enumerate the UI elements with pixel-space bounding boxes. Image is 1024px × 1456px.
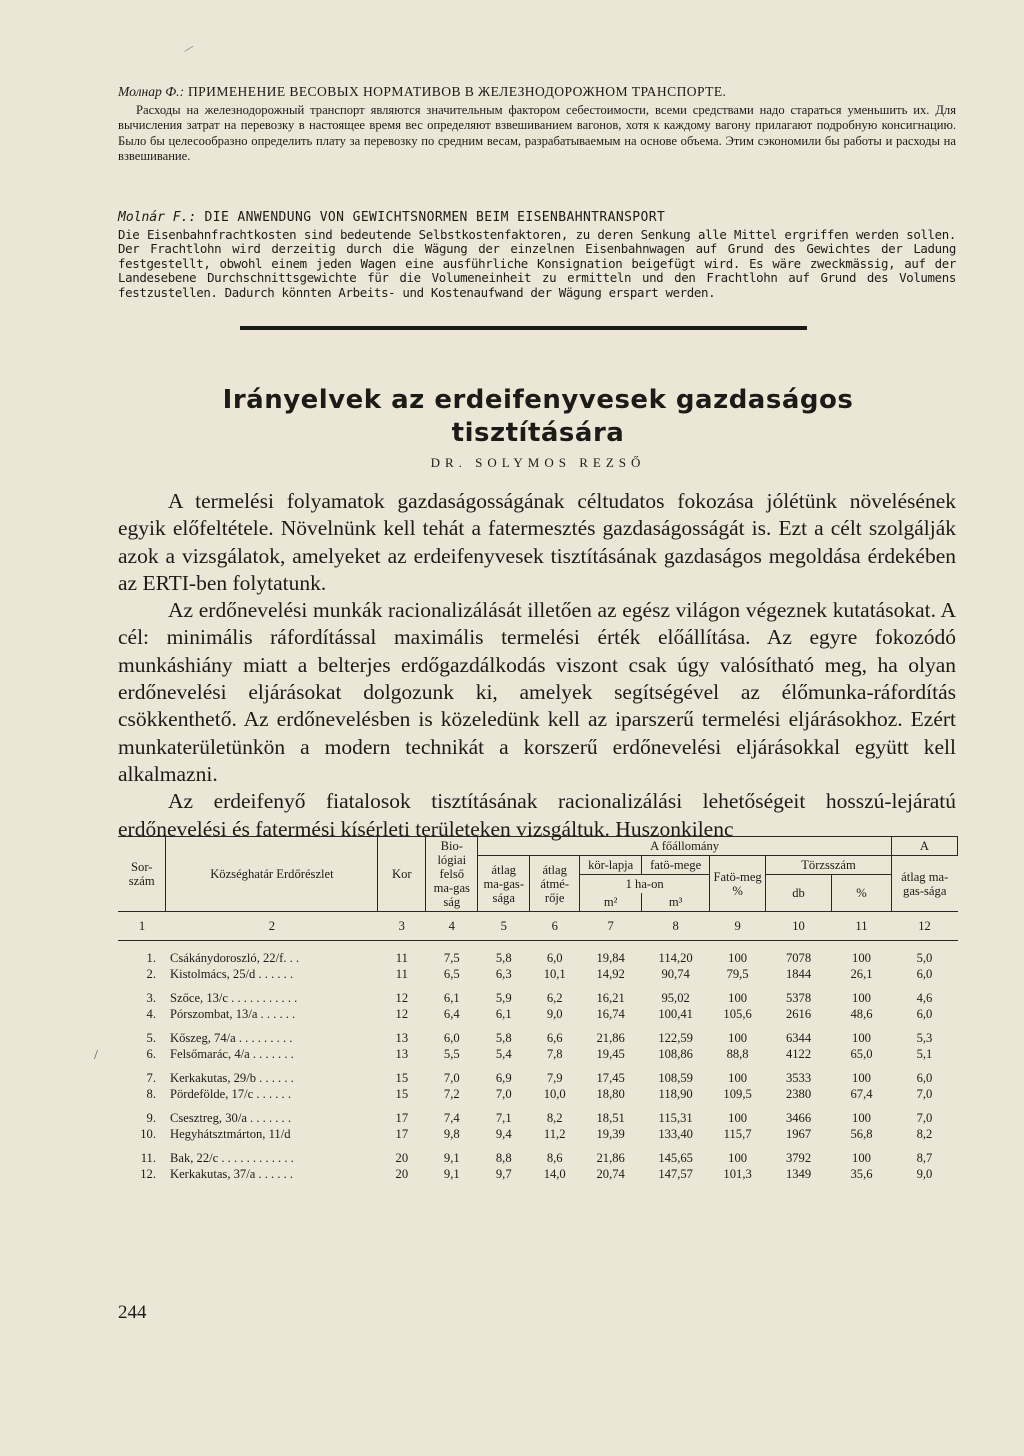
- table-cell: 100: [852, 1031, 871, 1045]
- table-cell: 5378: [785, 991, 812, 1005]
- header-fatomeg-pct: Fatö-meg %: [710, 856, 766, 912]
- table-cell: 6,0: [916, 967, 933, 981]
- table-row: [118, 1063, 958, 1087]
- column-number: 12: [891, 912, 957, 941]
- table-cell: 7,0: [916, 1087, 933, 1101]
- table-cell: 100: [728, 1071, 748, 1085]
- header-db: db: [766, 875, 832, 912]
- column-number: 10: [766, 912, 832, 941]
- table-cell: 100: [728, 1111, 748, 1125]
- table-cell: 7,2: [443, 1087, 460, 1101]
- table-cell: 118,90: [658, 1087, 693, 1101]
- table-cell: 9,7: [495, 1167, 512, 1181]
- table-cell: 7,5: [443, 951, 460, 965]
- table-cell: 147,57: [658, 1167, 693, 1181]
- table-cell: 3533: [785, 1071, 812, 1085]
- table-cell: 7,4: [443, 1111, 460, 1125]
- table-cell: Csesztreg, 30/a . . . . . . .: [169, 1111, 291, 1125]
- table-row: [118, 1087, 958, 1103]
- table-cell: 100: [852, 991, 871, 1005]
- table-cell: 79,5: [726, 967, 749, 981]
- abstract-russian: [118, 84, 956, 164]
- table-cell: 6344: [785, 1031, 812, 1045]
- table-cell: 8.: [146, 1087, 156, 1101]
- table-cell: 122,59: [658, 1031, 693, 1045]
- header-m2: m²: [580, 893, 642, 912]
- table-cell: 12: [395, 991, 409, 1005]
- table-cell: 20: [395, 1151, 409, 1165]
- table-cell: 100: [728, 1031, 748, 1045]
- table-cell: Bak, 22/c . . . . . . . . . . . .: [169, 1151, 294, 1165]
- table-cell: 21,86: [596, 1151, 625, 1165]
- table-cell: 1844: [785, 967, 812, 981]
- table-cell: 5,5: [443, 1047, 460, 1061]
- column-number-row: [118, 912, 958, 941]
- table-cell: 5,4: [495, 1047, 512, 1061]
- table-cell: 17: [395, 1111, 409, 1125]
- table-cell: 5,0: [916, 951, 933, 965]
- article-author: DR. SOLYMOS REZSŐ: [430, 455, 646, 470]
- table-cell: 11.: [140, 1151, 156, 1165]
- table-cell: 15: [395, 1087, 409, 1101]
- table-cell: 11: [395, 951, 408, 965]
- table-cell: 6,9: [495, 1071, 512, 1085]
- table-cell: 65,0: [850, 1047, 873, 1061]
- abstract-german-text: Die Eisenbahnfrachtkosten sind bedeutende Selbstkostenfaktoren, zu deren Senkung alle Mittel ergriffen werden sollen. Der Frachtlohn wird derzeitig durch die Wägung der einzelnen Eisenbahnwagen auf Grund des Gewichtes der Ladung festgestellt, obwohl einem jeden Wagen eine ausführliche Konsignation beigefügt wird. Es wäre zweckmässig, auf der Landesebene Durchschnittsgewichte für die Volumeneinheit zu ermitteln und den Frachtlohn auf Grund des Volumens festzustellen. Dadurch könnten Arbeits- und Kostenaufwand der Wägung erspart werden.: [118, 226, 956, 300]
- header-atlag-magassag: átlag ma-gas-sága: [478, 856, 530, 912]
- table-cell: 19,84: [596, 951, 625, 965]
- table-cell: 13: [395, 1031, 409, 1045]
- table-cell: 2616: [785, 1007, 812, 1021]
- table-cell: Pórszombat, 13/a . . . . . .: [169, 1007, 296, 1021]
- table-cell: 100: [728, 1151, 748, 1165]
- table-cell: 17: [395, 1127, 409, 1141]
- header-kor: Kor: [378, 837, 426, 912]
- table-cell: 9.: [146, 1111, 156, 1125]
- table-cell: 11: [395, 967, 408, 981]
- table-cell: 6,5: [443, 967, 460, 981]
- column-number: 6: [530, 912, 580, 941]
- table-cell: 7078: [785, 951, 812, 965]
- table-cell: 10.: [140, 1127, 156, 1141]
- table-cell: Csákánydoroszló, 22/f. . .: [169, 951, 300, 965]
- table-cell: 100: [852, 951, 871, 965]
- table-cell: 115,7: [723, 1127, 752, 1141]
- table-row: [118, 1007, 958, 1023]
- column-number: 2: [166, 912, 378, 941]
- header-ha-on: 1 ha-on: [580, 875, 710, 894]
- table-cell: 8,6: [546, 1151, 563, 1165]
- table-cell: 20: [395, 1167, 409, 1181]
- table-cell: 12: [395, 1007, 409, 1021]
- abstract-german-heading: [118, 211, 956, 226]
- header-korlap: kör-lapja: [580, 856, 642, 875]
- article-body: [118, 488, 956, 843]
- table-cell: 7,9: [546, 1071, 563, 1085]
- header-sorszam: Sor-szám: [118, 837, 166, 912]
- table-cell: 7,8: [546, 1047, 563, 1061]
- abstract-russian-text: Расходы на железнодорожный транспорт являются значительным фактором себестоимости, всеми средствами надо стараться уменьшить их. Для вычисления затрат на перевозку в настоящее время вес определяют взвешиванием вагонов, хотя к каждому вагону прилагают подробную консигнацию. Было бы целесообразно определить плату за перевозку по средним весам, разрабатываемым на основе объема. Этим сэкономили бы работы и расходы на взвешивание.: [118, 103, 956, 163]
- header-m3: m³: [642, 893, 710, 912]
- table-cell: 4,6: [916, 991, 933, 1005]
- table-row: [118, 1103, 958, 1127]
- table-cell: Kerkakutas, 29/b . . . . . .: [169, 1071, 294, 1085]
- body-paragraph-3: Az erdeifenyő fiatalosok tisztításának racionalizálási lehetőségeit hosszú-lejáratú erdőnevelési és fatermési kísérleti területeken vizsgáltuk. Huszonkilenc: [118, 789, 956, 841]
- table-row: [118, 967, 958, 983]
- table-cell: 67,4: [850, 1087, 873, 1101]
- table-cell: 18,51: [596, 1111, 625, 1125]
- table-cell: 2380: [785, 1087, 812, 1101]
- table-row: [118, 983, 958, 1007]
- table-cell: 1.: [146, 951, 156, 965]
- abstract-german-author: Molnár F.:: [118, 210, 197, 225]
- table-cell: 7,0: [916, 1111, 933, 1125]
- table-cell: 5,3: [916, 1031, 933, 1045]
- table-cell: 56,8: [850, 1127, 873, 1141]
- column-number: 4: [426, 912, 478, 941]
- table-cell: 101,3: [723, 1167, 752, 1181]
- table-cell: 6,2: [546, 991, 563, 1005]
- table-cell: 4122: [785, 1047, 812, 1061]
- body-paragraph-2: Az erdőnevelési munkák racionalizálását illetően az egész világon végeznek kutatásokat. A cél: minimális ráfordítással maximális termelési érték előállítása. Az egyre fokozódó munkáshiány miatt a belterjes erdőgazdálkodás viszont csak úgy valósítható meg, ha olyan erdőnevelési eljárásokat dolgozunk ki, amelyek segítségével az élőmunka-ráfordítás csökkenthető. Az erdőnevelésben is közeledünk kell az iparszerű termelési eljárásokhoz. Ezért munkaterületünkön a modern technikát a korszerű erdőnevelési eljárásokkal együtt kell alkalmazni.: [118, 598, 956, 786]
- table-cell: Hegyhátsztmárton, 11/d: [169, 1127, 291, 1141]
- margin-mark: /: [94, 1048, 98, 1063]
- section-divider: [240, 326, 807, 330]
- header-torzsszam: Törzsszám: [766, 856, 892, 875]
- table-cell: 20,74: [596, 1167, 625, 1181]
- table-cell: 6,0: [916, 1071, 933, 1085]
- table-cell: 109,5: [723, 1087, 752, 1101]
- column-number: 9: [710, 912, 766, 941]
- table-cell: 13: [395, 1047, 409, 1061]
- table-row: [118, 941, 958, 968]
- table-cell: 6,0: [443, 1031, 460, 1045]
- table-cell: 88,8: [726, 1047, 749, 1061]
- header-group-right: A: [891, 837, 957, 856]
- table-cell: 12.: [140, 1167, 156, 1181]
- table-cell: 19,39: [596, 1127, 625, 1141]
- table-cell: 10,1: [543, 967, 566, 981]
- table-cell: 2.: [146, 967, 156, 981]
- table-cell: 5,8: [495, 1031, 512, 1045]
- table-cell: 5,9: [495, 991, 512, 1005]
- table-cell: 6.: [146, 1047, 156, 1061]
- table-cell: 6,3: [495, 967, 512, 981]
- pencil-mark: /: [181, 42, 195, 57]
- table-cell: 90,74: [661, 967, 690, 981]
- table-cell: 9,1: [443, 1167, 460, 1181]
- column-number: 8: [642, 912, 710, 941]
- column-number: 1: [118, 912, 166, 941]
- table-cell: 6,0: [916, 1007, 933, 1021]
- table-cell: 6,1: [495, 1007, 512, 1021]
- table-cell: 11,2: [543, 1127, 566, 1141]
- header-hatar: Községhatár Erdőrészlet: [166, 837, 378, 912]
- table-cell: 3466: [785, 1111, 812, 1125]
- table-cell: 100: [852, 1111, 871, 1125]
- table-cell: 100: [852, 1071, 871, 1085]
- table-cell: 8,2: [916, 1127, 933, 1141]
- table-cell: 5,8: [495, 951, 512, 965]
- table-cell: Kerkakutas, 37/a . . . . . .: [169, 1167, 294, 1181]
- table-cell: 48,6: [850, 1007, 873, 1021]
- table-cell: 6,4: [443, 1007, 460, 1021]
- table-row: [118, 1023, 958, 1047]
- table-cell: 8,2: [546, 1111, 563, 1125]
- table-cell: 6,1: [443, 991, 460, 1005]
- table-cell: 1349: [785, 1167, 812, 1181]
- body-paragraph-1: A termelési folyamatok gazdaságosságának céltudatos fokozása jólétünk növelésének egyik előfeltétele. Növelnünk kell tehát a fatermesztés gazdaságosságát is. Ezt a célt szolgálják azok a vizsgálatok, amelyeket az erdeifenyvesek tisztításának gazdaságos megoldása érdekében az ERTI-ben folytatunk.: [118, 489, 956, 595]
- column-number: 5: [478, 912, 530, 941]
- table-cell: Felsőmarác, 4/a . . . . . . .: [169, 1047, 294, 1061]
- table-cell: 108,59: [658, 1071, 693, 1085]
- table-cell: 8,8: [495, 1151, 512, 1165]
- column-number: 3: [378, 912, 426, 941]
- table-row: [118, 1047, 958, 1063]
- table-row: [118, 1143, 958, 1167]
- abstract-russian-heading: [118, 84, 956, 99]
- table-cell: Szőce, 13/c . . . . . . . . . . .: [169, 991, 298, 1005]
- table-cell: 16,21: [596, 991, 625, 1005]
- table-cell: 8,7: [916, 1151, 933, 1165]
- table-cell: 26,1: [850, 967, 873, 981]
- table-cell: 5.: [146, 1031, 156, 1045]
- column-number: 7: [580, 912, 642, 941]
- table-cell: 16,74: [596, 1007, 625, 1021]
- table-cell: 7,0: [495, 1087, 512, 1101]
- header-atlag-atmero: átlag átmé-rője: [530, 856, 580, 912]
- table-cell: 14,92: [596, 967, 625, 981]
- abstract-german-title: DIE ANWENDUNG VON GEWICHTSNORMEN BEIM EISENBAHNTRANSPORT: [204, 210, 666, 225]
- table-cell: 9,4: [495, 1127, 512, 1141]
- table-cell: 145,65: [658, 1151, 693, 1165]
- article-title: [118, 384, 958, 450]
- header-right-atlag: átlag ma-gas-sága: [891, 856, 957, 912]
- table-cell: 35,6: [850, 1167, 873, 1181]
- table-cell: 7,0: [443, 1071, 460, 1085]
- table-row: [118, 1127, 958, 1143]
- abstract-russian-author: Молнар Ф.:: [118, 84, 185, 99]
- table-cell: 4.: [146, 1007, 156, 1021]
- table-cell: 105,6: [723, 1007, 752, 1021]
- table-cell: 6,0: [546, 951, 563, 965]
- table-cell: 115,31: [658, 1111, 693, 1125]
- table-cell: 100,41: [658, 1007, 693, 1021]
- table-cell: Kistolmács, 25/d . . . . . .: [169, 967, 294, 981]
- page-number: 244: [118, 1302, 147, 1323]
- table-cell: 14,0: [543, 1167, 566, 1181]
- table-cell: 19,45: [596, 1047, 625, 1061]
- table-cell: 7.: [146, 1071, 156, 1085]
- table-cell: 9,8: [443, 1127, 460, 1141]
- table-cell: 100: [852, 1151, 871, 1165]
- table-cell: 9,0: [546, 1007, 563, 1021]
- header-pct: %: [832, 875, 892, 912]
- table-cell: 10,0: [543, 1087, 566, 1101]
- article-title-line-1: Irányelvek az erdeifenyvesek gazdaságos: [222, 385, 854, 415]
- abstract-german: [118, 211, 956, 301]
- table-cell: 1967: [785, 1127, 812, 1141]
- table-cell: 15: [395, 1071, 409, 1085]
- article-title-line-2: tisztítására: [451, 418, 625, 448]
- column-number: 11: [832, 912, 892, 941]
- table-cell: Kőszeg, 74/a . . . . . . . . .: [169, 1031, 293, 1045]
- table-row: [118, 1167, 958, 1183]
- table-cell: 17,45: [596, 1071, 625, 1085]
- table-cell: 3.: [146, 991, 156, 1005]
- table-cell: 9,0: [916, 1167, 933, 1181]
- table-cell: 7,1: [495, 1111, 512, 1125]
- data-table: [118, 836, 958, 1183]
- header-group-main: A főállomány: [478, 837, 892, 856]
- header-bio: Bio-lógiai felső ma-gas ság: [426, 837, 478, 912]
- abstract-russian-title: ПРИМЕНЕНИЕ ВЕСОВЫХ НОРМАТИВОВ В ЖЕЛЕЗНОДОРОЖНОМ ТРАНСПОРТЕ.: [187, 84, 727, 99]
- table-cell: 100: [728, 991, 748, 1005]
- table-cell: 133,40: [658, 1127, 693, 1141]
- header-fatomege: fatö-mege: [642, 856, 710, 875]
- table-cell: 3792: [785, 1151, 812, 1165]
- table-cell: 21,86: [596, 1031, 625, 1045]
- table-cell: 9,1: [443, 1151, 460, 1165]
- table-cell: 5,1: [916, 1047, 933, 1061]
- table-cell: 114,20: [658, 951, 693, 965]
- table-cell: Pördefölde, 17/c . . . . . .: [169, 1087, 291, 1101]
- table-cell: 6,6: [546, 1031, 563, 1045]
- table-cell: 95,02: [661, 991, 690, 1005]
- table-cell: 108,86: [658, 1047, 693, 1061]
- table-cell: 100: [728, 951, 748, 965]
- table-cell: 18,80: [596, 1087, 625, 1101]
